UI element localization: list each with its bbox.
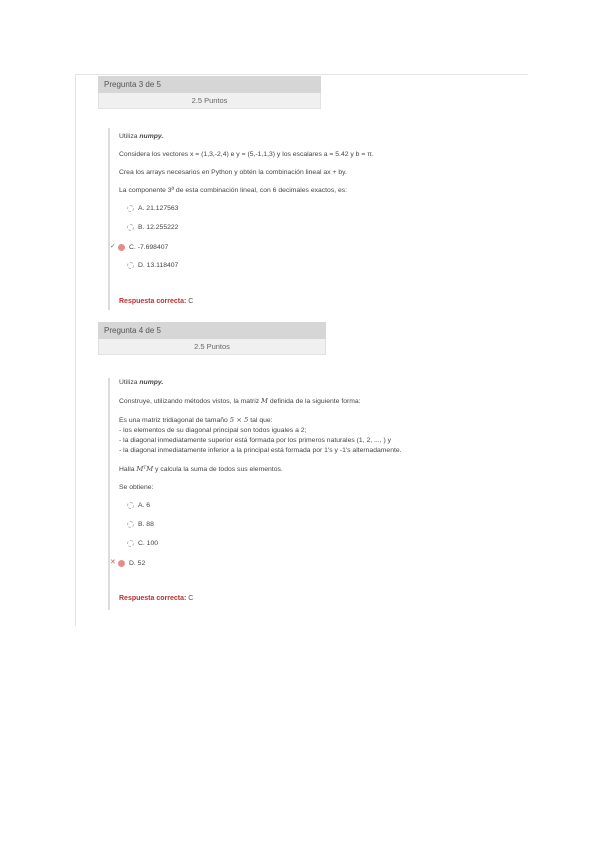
instruction: Utiliza numpy. <box>119 133 164 140</box>
question-text: Considera los vectores x = (1,3,-2,4) e y = (5,-1,1,3) y los escalares a = 5.42 y b = π. <box>119 151 374 158</box>
option-a[interactable]: A. 6 <box>119 501 402 511</box>
option-a[interactable]: A. 21.127563 <box>119 204 374 214</box>
question-text: Se obtiene: <box>119 484 154 491</box>
left-divider <box>75 74 76 626</box>
question-text: Crea los arrays necesarios en Python y obtén la combinación lineal ax + by. <box>119 169 347 176</box>
radio-icon[interactable] <box>127 502 134 509</box>
question-3-header: Pregunta 3 de 5 <box>98 76 321 93</box>
cross-icon: ✕ <box>110 559 116 566</box>
question-3-points: 2.5 Puntos <box>98 93 321 109</box>
question-4-points: 2.5 Puntos <box>98 339 326 355</box>
question-text: Halla MᵀM y calcula la suma de todos sus elementos. <box>119 465 283 473</box>
option-c[interactable]: C. 100 <box>119 539 402 549</box>
correct-answer: Respuesta correcta: C <box>119 298 194 305</box>
question-text: Es una matriz tridiagonal de tamaño 5 × 5 tal que: <box>119 416 273 424</box>
bullet-item: - la diagonal inmediatamente inferior a la principal está formada por 1's y -1's alternadamente. <box>119 447 402 454</box>
radio-selected-icon[interactable] <box>118 244 125 251</box>
option-d[interactable]: D. 13.118407 <box>119 261 374 271</box>
question-4-body <box>108 378 402 610</box>
radio-icon[interactable] <box>127 205 134 212</box>
option-d[interactable]: ✕ D. 52 <box>110 559 146 567</box>
instruction: Utiliza numpy. <box>119 379 164 386</box>
question-3-body <box>108 128 374 310</box>
radio-icon[interactable] <box>127 262 134 269</box>
question-text: La componente 3ª de esta combinación lineal, con 6 decimales exactos, es: <box>119 187 348 194</box>
option-c[interactable]: ✓ C. -7.698407 <box>110 243 169 251</box>
question-text: Construye, utilizando métodos vistos, la matriz M definida de la siguiente forma: <box>119 397 361 405</box>
radio-icon[interactable] <box>127 521 134 528</box>
question-4-header: Pregunta 4 de 5 <box>98 322 326 339</box>
correct-answer: Respuesta correcta: C <box>119 595 194 602</box>
bullet-item: - los elementos de su diagonal principal son todos iguales a 2; <box>119 427 307 434</box>
option-b[interactable]: B. 88 <box>119 520 402 530</box>
radio-selected-icon[interactable] <box>118 560 125 567</box>
radio-icon[interactable] <box>127 224 134 231</box>
top-divider <box>76 74 528 75</box>
bullet-item: - la diagonal inmediatamente superior está formada por los primeros naturales (1, 2, ..., ) y <box>119 437 392 444</box>
option-b[interactable]: B. 12.255222 <box>119 223 374 233</box>
radio-icon[interactable] <box>127 540 134 547</box>
check-icon: ✓ <box>110 243 116 250</box>
